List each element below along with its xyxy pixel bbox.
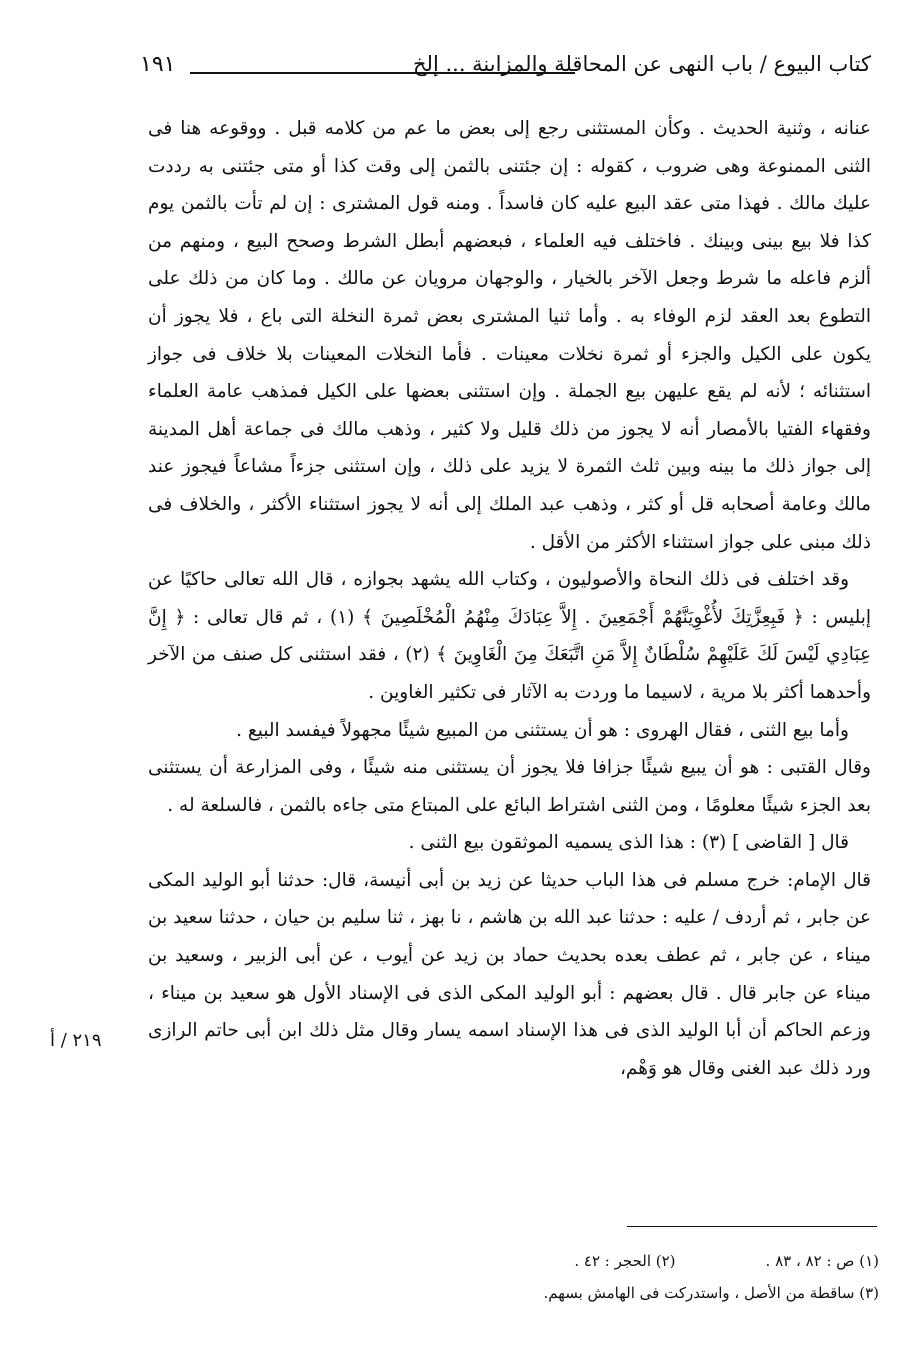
- main-text: [148, 110, 871, 1087]
- margin-folio-note: ٢١٩ / أ: [50, 1030, 102, 1051]
- page-header: [140, 52, 871, 92]
- header-rule: [190, 72, 575, 74]
- footnotes: [300, 1245, 879, 1309]
- footnote-row: [300, 1245, 879, 1277]
- page-number: ١٩١: [140, 52, 176, 77]
- footnote-rule: [627, 1226, 877, 1227]
- paragraph-4: وقال القتبى : هو أن يبيع شيئًا جزافا فلا يجوز أن يستثنى منه شيئًا ، وفى المزارعة أن يستثنى بعد الجزء شيئًا معلومًا ، ومن الثنى اشتراط البائع على المبتاع متى جاءه بالثمن ، فالسلعة له .: [148, 757, 871, 816]
- running-title: كتاب البيوع / باب النهى عن المحاقلة والمزابنة ... إلخ: [413, 52, 871, 76]
- paragraph-1: عنانه ، وثنية الحديث . وكأن المستثنى رجع إلى بعض ما عم من كلامه قبل . ووقوعه هنا فى الثنى الممنوعة وهى ضروب ، كقوله : إن جئتنى بالثمن إلى وقت كذا أو متى جئتنى به رددت عليك مالك . فهذا متى عقد البيع عليه كان فاسداً . ومنه قول المشترى : إن لم تأت بالثمن يوم كذا فلا بيع بينى وبينك . فاختلف فيه العلماء ، فبعضهم أبطل الشرط وصحح البيع ، ومنهم من ألزم فاعله ما شرط وجعل الآخر بالخيار ، والوجهان مرويان عن مالك . وما كان من ذلك على التطوع بعد العقد لزم الوفاء به . وأما ثنيا المشترى بعض ثمرة النخلة التى باع ، فلا يجوز أن يكون على الكيل والجزء أو ثمرة نخلات معينات . فأما النخلات المعينات بلا خلاف فى جواز استثنائه ؛ لأنه لم يقع عليهن بيع الجملة . وإن استثنى بعضها على الكيل فمذهب عامة العلماء وفقهاء الفتيا بالأمصار أنه لا يجوز من ذلك قليل ولا كثير ، وذهب مالك فى جماعة أهل المدينة إلى جواز ذلك ما بينه وبين ثلث الثمرة لا يزيد على ذلك ، وإن استثنى جزءاً مشاعاً فيجوز عند مالك وعامة أصحابه قل أو كثر ، وذهب عبد الملك إلى أنه لا يجوز استثناء الأكثر ، والخلاف فى ذلك مبنى على جواز استثناء الأكثر من الأقل .: [148, 118, 871, 553]
- paragraph-5: قال [ القاضى ] (٣) : هذا الذى يسميه الموثقون بيع الثنى .: [408, 832, 849, 854]
- paragraph-6: قال الإمام: خرج مسلم فى هذا الباب حديثا عن زيد بن أبى أنيسة، قال: حدثنا أبو الوليد المكى عن جابر ، ثم أردف / عليه : حدثنا عبد الله بن هاشم ، نا بهز ، ثنا سليم بن حيان ، حدثنا سعيد بن ميناء ، عن جابر ، ثم عطف بعده بحديث حماد بن زيد عن أيوب ، عن أبى الزبير ، وسعيد بن ميناء عن جابر قال . قال بعضهم : أبو الوليد المكى الذى فى الإسناد الأول هو سعيد بن ميناء ، وزعم الحاكم أن أبا الوليد الذى فى هذا الإسناد اسمه يسار وقال مثل ذلك ابن أبى حاتم الرازى ورد ذلك عبد الغنى وقال هو وَهْم،: [148, 869, 871, 1079]
- paragraph-3: وأما بيع الثنى ، فقال الهروى : هو أن يستثنى من المبيع شيئًا مجهولاً فيفسد البيع .: [236, 719, 849, 741]
- footnote-3: (٣) ساقطة من الأصل ، واستدركت فى الهامش بسهم.: [543, 1284, 879, 1302]
- footnote-1: (١) ص : ٨٢ ، ٨٣ .: [765, 1252, 879, 1270]
- paragraph-2: وقد اختلف فى ذلك النحاة والأصوليون ، وكتاب الله يشهد بجوازه ، قال الله تعالى حاكيًا عن إبليس : ﴿ فَبِعِزَّتِكَ لأُغْوِيَنَّهُمْ أَجْمَعِينَ . إِلاَّ عِبَادَكَ مِنْهُمُ الْمُخْلَصِينَ ﴾ (١) ، ثم قال تعالى : ﴿ إِنَّ عِبَادِي لَيْسَ لَكَ عَلَيْهِمْ سُلْطَانٌ إِلاَّ مَنِ اتَّبَعَكَ مِنَ الْغَاوِينَ ﴾ (٢) ، فقد استثنى كل صنف من الآخر وأحدهما أكثر بلا مرية ، لاسيما ما وردت به الآثار فى تكثير الغاوين .: [148, 569, 872, 703]
- footnote-2: (٢) الحجر : ٤٢ .: [574, 1252, 676, 1270]
